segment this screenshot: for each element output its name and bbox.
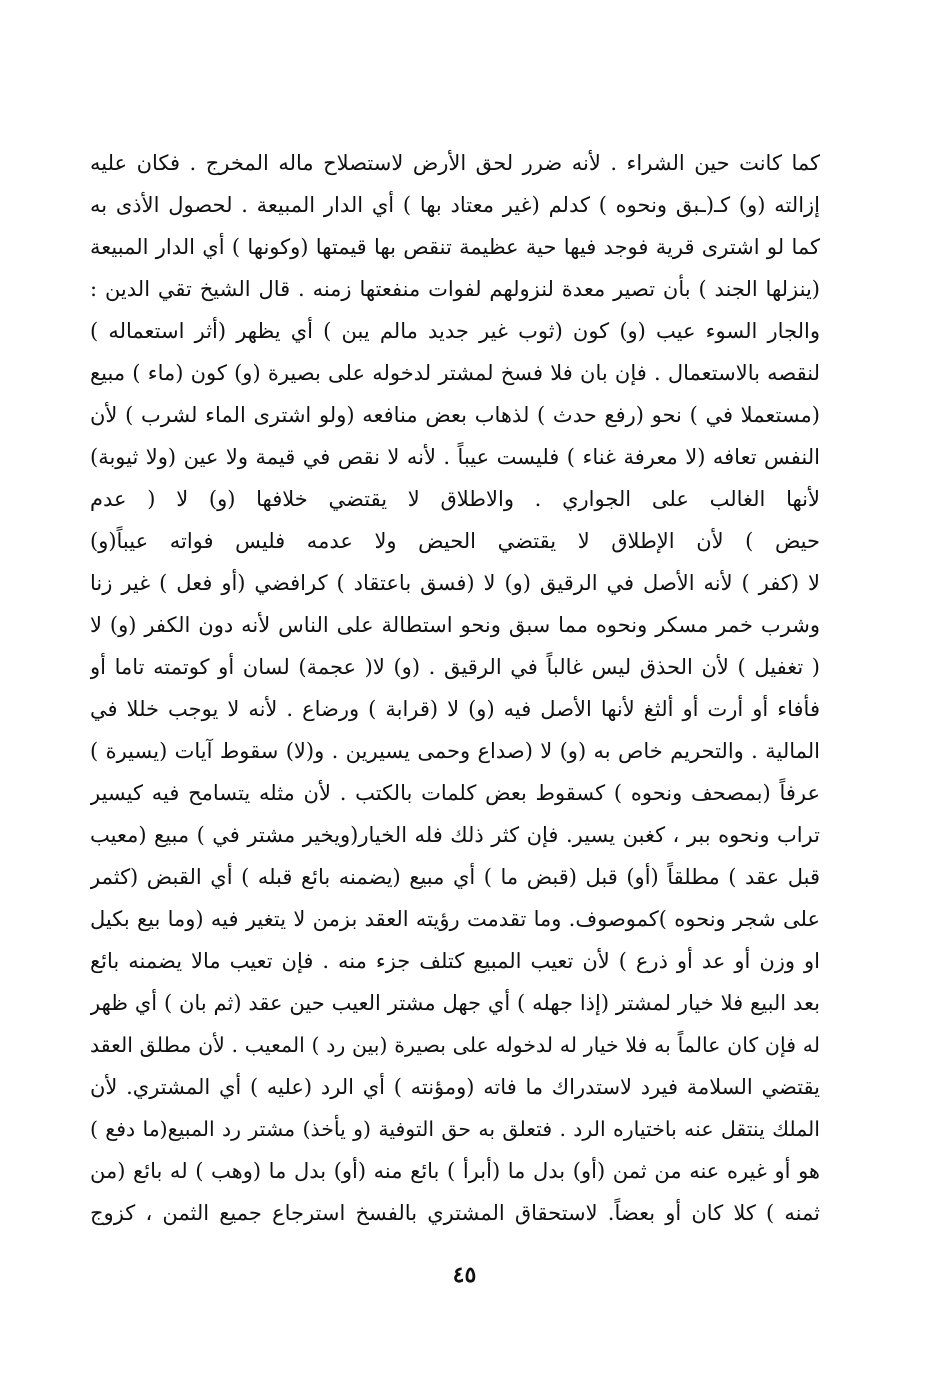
text-line: يقتضي السلامة فيرد لاستدراك ما فاته (ومؤنته ) أي الرد (عليه ) أي المشتري. لأن xyxy=(90,1075,820,1099)
text-line: على شجر ونحوه )كموصوف. وما تقدمت رؤيته العقد بزمن لا يتغير فيه (وما بيع بكيل xyxy=(90,907,820,931)
text-line: (ينزلها الجند ) بأن تصير معدة لنزولهم لفوات منفعتها زمنه . قال الشيخ تقي الدين : xyxy=(90,277,820,301)
text-line: وشرب خمر مسكر ونحوه مما سبق ونحو استطالة على الناس لأنه دون الكفر (و) لا xyxy=(90,613,820,637)
text-line: (مستعملا في ) نحو (رفع حدث ) لذهاب بعض منافعه (ولو اشترى الماء لشرب ) لأن xyxy=(90,403,820,427)
text-line: لنقصه بالاستعمال . فإن بان فلا فسخ لمشتر لدخوله على بصيرة (و) كون (ماء ) مبيع xyxy=(90,361,820,385)
text-line: قبل عقد ) مطلقاً (أو) قبل (قبض ما ) أي مبيع (يضمنه بائع قبله ) أي القبض (كثمر xyxy=(90,865,820,889)
text-line: بعد البيع فلا خيار لمشتر (إذا جهله ) أي جهل مشتر العيب حين عقد (ثم بان ) أي ظهر xyxy=(90,991,820,1015)
text-line: إزالته (و) كـ(ـبق ونحوه ) كدلم (غير معتاد بها ) أي الدار المبيعة . لحصول الأذى به xyxy=(90,193,820,217)
text-line: ثمنه ) كلا كان أو بعضاً. لاستحقاق المشتري بالفسخ استرجاع جميع الثمن ، كزوج xyxy=(90,1201,820,1225)
text-line: المالية . والتحريم خاص به (و) لا (صداع وحمى يسيرين . و(لا) سقوط آيات (يسيرة ) xyxy=(90,739,820,763)
text-line: او وزن أو عد أو ذرع ) لأن تعيب المبيع كتلف جزء منه . فإن تعيب مالا يضمنه بائع xyxy=(90,949,820,973)
text-line: ( تغفيل ) لأن الحذق ليس غالباً في الرقيق . (و) لا( عجمة) لسان أو كوتمته تاما أو xyxy=(90,655,820,679)
page-number: ٤٥ xyxy=(452,1262,477,1288)
text-line: كما لو اشترى قرية فوجد فيها حية عظيمة تنقص بها قيمتها (وكونها ) أي الدار المبيعة xyxy=(90,235,820,259)
text-line: والجار السوء عيب (و) كون (ثوب غير جديد مالم يبن ) أي يظهر (أثر استعماله ) xyxy=(90,319,820,343)
text-line: هو أو غيره عنه من ثمن (أو) بدل ما (أبرأ ) بائع منه (أو) بدل ما (وهب ) له بائع (من xyxy=(90,1159,820,1183)
page-body xyxy=(90,142,820,1242)
text-line: لا (كفر ) لأنه الأصل في الرقيق (و) لا (فسق باعتقاد ) كرافضي (أو فعل ) غير زنا xyxy=(90,571,820,595)
text-line: النفس تعافه (لا معرفة غناء ) فليست عيباً . لأنه لا نقص في قيمة ولا عين (ولا ثيوبة) xyxy=(90,445,820,469)
text-line: له فإن كان عالماً به فلا خيار له لدخوله على بصيرة (بين رد ) المعيب . لأن مطلق العقد xyxy=(90,1033,820,1057)
text-line: فأفاء أو أرت أو ألثغ لأنها الأصل فيه (و) لا (قرابة ) ورضاع . لأنه لا يوجب خللا في xyxy=(90,697,820,721)
text-line: كما كانت حين الشراء . لأنه ضرر لحق الأرض لاستصلاح ماله المخرج . فكان عليه xyxy=(90,151,820,175)
text-line: عرفاً (بمصحف ونحوه ) كسقوط بعض كلمات بالكتب . لأن مثله يتسامح فيه كيسير xyxy=(90,781,820,805)
text-line: حيض ) لأن الإطلاق لا يقتضي الحيض ولا عدمه فليس فواته عيباً(و) xyxy=(90,529,820,553)
text-line: الملك ينتقل عنه باختياره الرد . فتعلق به حق التوفية (و يأخذ) مشتر رد المبيع(ما دفع ) xyxy=(90,1117,820,1141)
text-line: تراب ونحوه ببر ، كغبن يسير. فإن كثر ذلك فله الخيار(ويخير مشتر في ) مبيع (معيب xyxy=(90,823,820,847)
text-line: لأنها الغالب على الجواري . والاطلاق لا يقتضي خلافها (و) لا ( عدم xyxy=(90,487,820,511)
